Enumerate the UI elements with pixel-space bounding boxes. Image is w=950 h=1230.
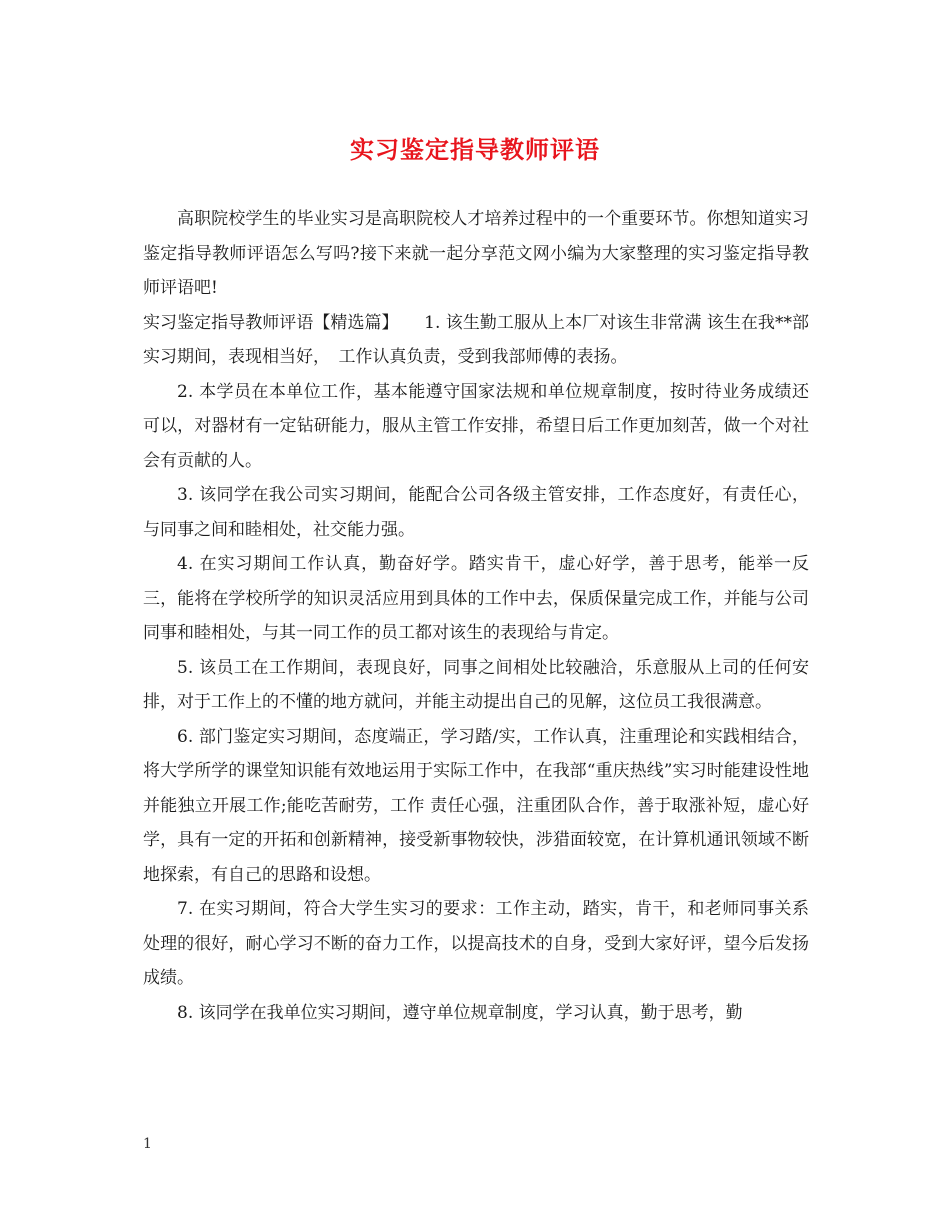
document-title: 实习鉴定指导教师评语 bbox=[350, 135, 600, 164]
document-body bbox=[143, 202, 809, 1030]
comment-paragraph-4: 4. 在实习期间工作认真，勤奋好学。踏实肯干，虚心好学，善于思考，能举一反三，能将在学校所学的知识灵活应用到具体的工作中去，保质保量完成工作，并能与公司同事和睦相处，与其一同工作的员工都对该生的表现给与肯定。 bbox=[143, 554, 809, 643]
comment-paragraph-8: 8. 该同学在我单位实习期间，遵守单位规章制度，学习认真，勤于思考，勤 bbox=[177, 1002, 743, 1023]
comment-paragraph-7: 7. 在实习期间，符合大学生实习的要求：工作主动，踏实，肯干，和老师同事关系处理的很好，耐心学习不断的奋力工作，以提高技术的自身，受到大家好评，望今后发扬成绩。 bbox=[143, 899, 809, 988]
intro-paragraph: 高职院校学生的毕业实习是高职院校人才培养过程中的一个重要环节。你想知道实习鉴定指导教师评语怎么写吗?接下来就一起分享范文网小编为大家整理的实习鉴定指导教师评语吧! bbox=[143, 209, 809, 298]
section-heading-paragraph: 实习鉴定指导教师评语【精选篇】 1. 该生勤工服从上本厂对该生非常满 该生在我**部实习期间，表现相当好， 工作认真负责，受到我部师傅的表扬。 bbox=[143, 312, 809, 367]
comment-paragraph-5: 5. 该员工在工作期间，表现良好，同事之间相处比较融洽，乐意服从上司的任何安排，对于工作上的不懂的地方就问，并能主动提出自己的见解，这位员工我很满意。 bbox=[143, 657, 809, 712]
comment-paragraph-2: 2. 本学员在本单位工作，基本能遵守国家法规和单位规章制度，按时待业务成绩还可以，对器材有一定钻研能力，服从主管工作安排，希望日后工作更加刻苦，做一个对社会有贡献的人。 bbox=[143, 381, 809, 471]
comment-paragraph-6: 6. 部门鉴定实习期间，态度端正，学习踏/实，工作认真，注重理论和实践相结合，将大学所学的课堂知识能有效地运用于实际工作中，在我部“重庆热线”实习时能建设性地并能独立开展工作;能吃苦耐劳，工作 责任心强，注重团队合作，善于取涨补短，虚心好学，具有一定的开拓和创新精神，接受新事物较快，涉猎面较宽，在计算机通讯领域不断地探索，有自己的思路和设想。 bbox=[143, 726, 809, 885]
comment-paragraph-3: 3. 该同学在我公司实习期间，能配合公司各级主管安排，工作态度好，有责任心，与同事之间和睦相处，社交能力强。 bbox=[143, 485, 809, 540]
page-number: 1 bbox=[143, 1136, 152, 1152]
